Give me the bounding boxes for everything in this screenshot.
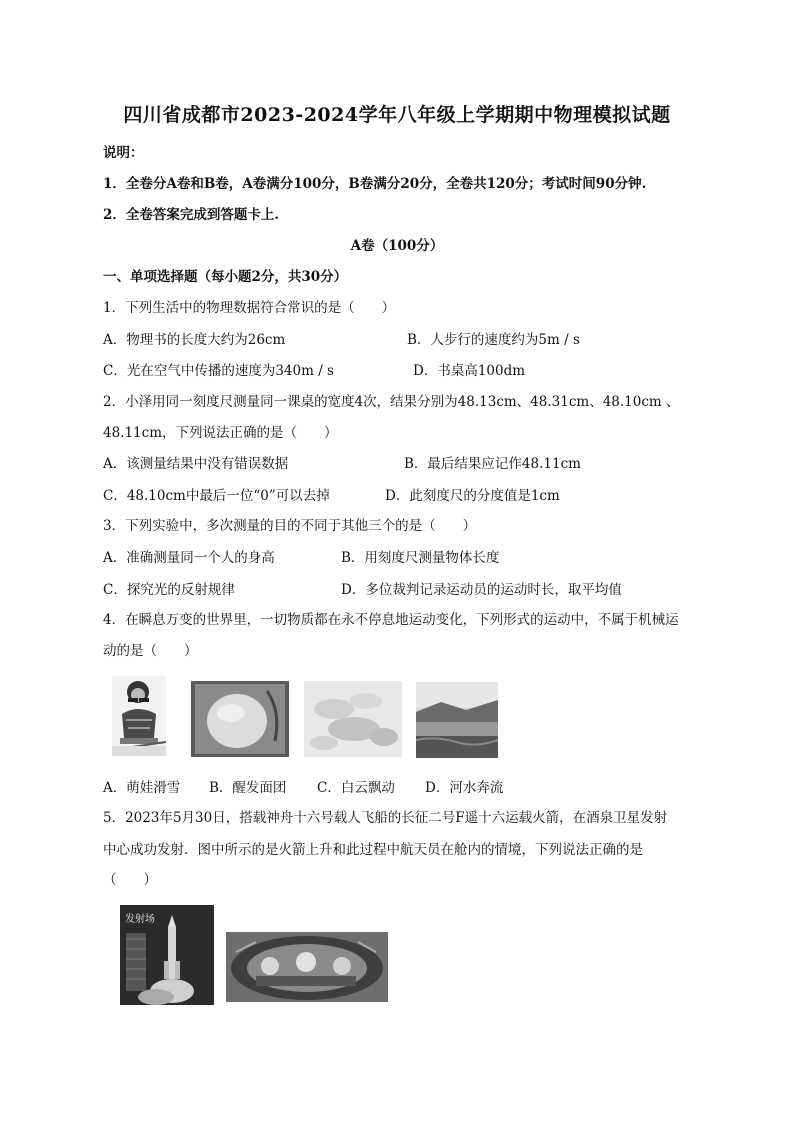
q4-option-a: A．萌娃滑雪 <box>103 780 181 796</box>
q4-option-d: D．河水奔流 <box>425 780 504 796</box>
photo-rocket-launch <box>120 905 214 1005</box>
q1-stem: 1．下列生活中的物理数据符合常识的是（ ） <box>103 300 396 316</box>
photo-clouds <box>304 681 402 757</box>
q5-stem-line3: （ ） <box>103 872 157 888</box>
q1-option-b: B．人步行的速度约为5m / s <box>407 332 580 348</box>
section-a-heading: A卷（100分） <box>350 238 444 254</box>
q5-stem-line2: 中心成功发射．图中所示的是火箭上升和此过程中航天员在舱内的情境，下列说法正确的是 <box>103 842 643 858</box>
q3-option-c: C．探究光的反射规律 <box>103 582 235 598</box>
notes-heading: 说明： <box>103 145 144 161</box>
q2-stem-line2: 48.11cm，下列说法正确的是（ ） <box>103 425 338 441</box>
q3-stem: 3．下列实验中，多次测量的目的不同于其他三个的是（ ） <box>103 518 477 534</box>
q4-stem-line1: 4．在瞬息万变的世界里，一切物质都在永不停息地运动变化，下列形式的运动中，不属于机械运 <box>103 612 679 628</box>
note-item-1: 1．全卷分A卷和B卷，A卷满分100分，B卷满分20分，全卷共120分；考试时间90分钟. <box>103 176 647 192</box>
photo-child-skiing <box>112 676 166 756</box>
note-item-2: 2．全卷答案完成到答题卡上. <box>103 207 280 223</box>
rocket-sign-text: 发射场 <box>125 914 155 925</box>
q3-option-d: D．多位裁判记录运动员的运动时长，取平均值 <box>341 582 622 598</box>
q2-option-b: B．最后结果应记作48.11cm <box>404 456 581 472</box>
q1-option-c: C．光在空气中传播的速度为340m / s <box>103 363 334 379</box>
part1-heading: 一、单项选择题（每小题2分，共30分） <box>103 269 348 285</box>
photo-cabin-astronauts <box>226 932 388 1002</box>
photo-dough <box>191 681 289 757</box>
q5-stem-line1: 5．2023年5月30日，搭载神舟十六号载人飞船的长征二号F遥十六运载火箭，在酒泉卫星发射 <box>103 810 668 826</box>
q1-option-d: D．书桌高100dm <box>413 363 526 379</box>
q2-stem-line1: 2．小泽用同一刻度尺测量同一课桌的宽度4次，结果分别为48.13cm、48.31cm、48.10cm 、 <box>103 394 680 410</box>
q4-option-c: C．白云飘动 <box>317 780 395 796</box>
q4-stem-line2: 动的是（ ） <box>103 643 198 659</box>
q4-option-b: B．醒发面团 <box>209 780 287 796</box>
photo-river <box>416 682 498 758</box>
q2-option-d: D．此刻度尺的分度值是1cm <box>385 488 560 504</box>
q2-option-a: A．该测量结果中没有错误数据 <box>103 456 289 472</box>
page-title: 四川省成都市2023-2024学年八年级上学期期中物理模拟试题 <box>123 104 671 126</box>
q3-option-b: B．用刻度尺测量物体长度 <box>341 550 500 566</box>
q1-option-a: A．物理书的长度大约为26cm <box>103 332 286 348</box>
q2-option-c: C．48.10cm中最后一位“0”可以去掉 <box>103 488 330 504</box>
q3-option-a: A．准确测量同一个人的身高 <box>103 550 275 566</box>
